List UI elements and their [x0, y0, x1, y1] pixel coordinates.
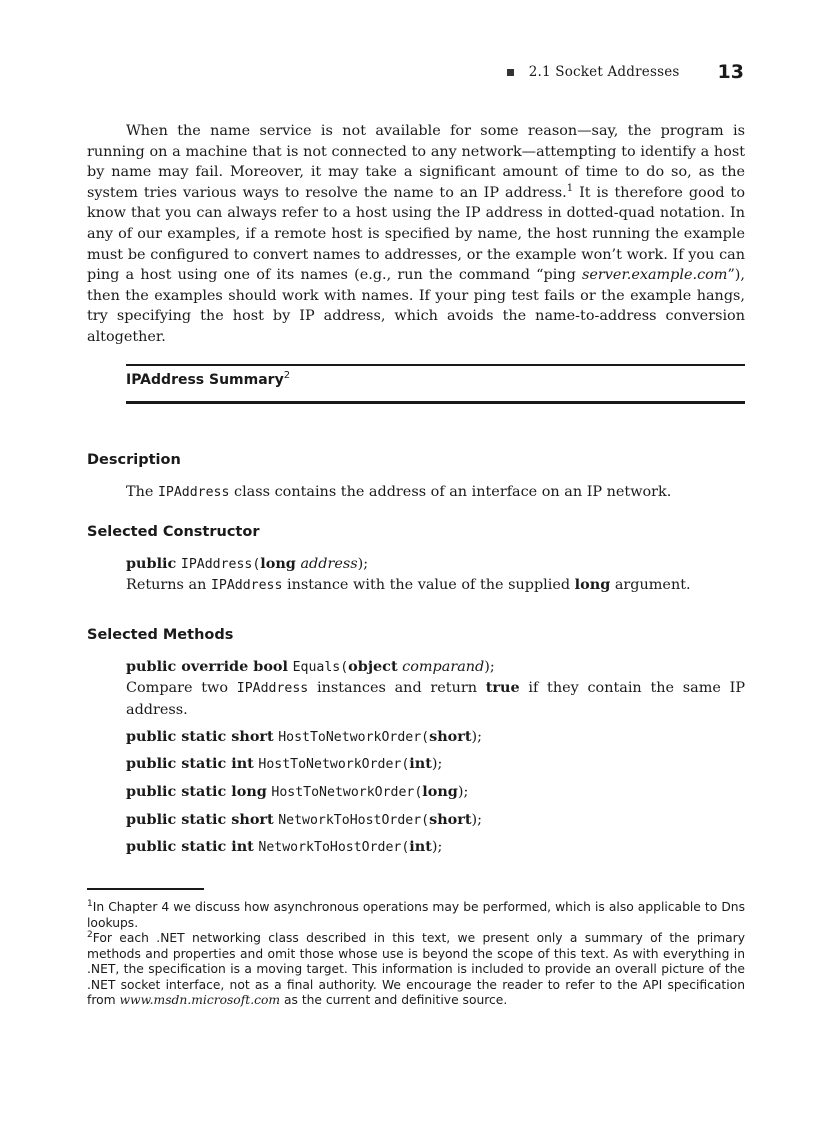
text: );	[484, 659, 495, 675]
body-paragraph	[87, 121, 745, 348]
code-class-name: IPAddress	[210, 578, 283, 593]
method-name: Equals(	[292, 660, 349, 675]
summary-bottom-rule	[126, 401, 745, 404]
text: The	[126, 484, 158, 500]
text: if they contain the same IP address.	[126, 680, 746, 718]
text: Returns an	[126, 577, 211, 593]
keyword: public static short	[126, 811, 274, 828]
keyword: public static int	[126, 755, 254, 772]
section-title: 2.1 Socket Addresses	[528, 64, 680, 80]
text: instances and return	[308, 680, 486, 696]
method-name: IPAddress(	[180, 557, 261, 572]
text: argument.	[610, 577, 691, 593]
summary-title-text: IPAddress Summary	[126, 372, 284, 388]
text: );	[431, 756, 443, 772]
text: );	[431, 839, 443, 855]
method-name: HostToNetworkOrder(	[258, 757, 410, 772]
param-type: object	[348, 658, 398, 675]
code-class-name: IPAddress	[157, 485, 230, 500]
methods-heading: Selected Methods	[87, 627, 234, 643]
param-name: comparand	[402, 659, 485, 675]
param-type: short	[429, 728, 472, 745]
footnote-number: 2	[87, 930, 93, 940]
code-class-name: IPAddress	[236, 681, 309, 696]
method-description-equals	[126, 678, 745, 720]
method-name: NetworkToHostOrder(	[278, 813, 430, 828]
method-signature	[126, 727, 745, 749]
method-signature	[126, 837, 745, 859]
footnote-ref-1[interactable]: 1	[566, 182, 574, 194]
param-name: address	[300, 556, 358, 572]
constructor-description	[126, 575, 745, 597]
footnote-text: In Chapter 4 we discuss how asynchronous operations may be performed, which is also applicable to Dns lookups.	[87, 900, 745, 930]
description-heading: Description	[87, 452, 181, 468]
constructor-signature	[126, 554, 745, 576]
keyword: public	[126, 555, 177, 572]
footnote-number: 1	[87, 899, 93, 909]
paragraph-text: It is therefore good to know that you can always refer to a host using the IP address in dotted-quad notation. In any of our examples, if a remote host is specified by name, the host running the example must be configured to convert names to addresses, or the example won’t work. If you can ping a host using one of its names (e.g., run the command “ping	[87, 184, 746, 284]
method-signature	[126, 754, 745, 776]
param-type: int	[409, 838, 432, 855]
constructor-heading: Selected Constructor	[87, 524, 260, 540]
footnote-2	[87, 931, 745, 1009]
running-header	[507, 60, 744, 84]
param-type: int	[409, 755, 432, 772]
method-name: NetworkToHostOrder(	[258, 840, 410, 855]
text: class contains the address of an interface on an IP network.	[229, 484, 672, 500]
footnote-1	[87, 900, 745, 931]
square-bullet-icon	[507, 69, 514, 76]
keyword: public static short	[126, 728, 274, 745]
footnote-ref-2[interactable]: 2	[283, 370, 291, 381]
paragraph-text: ”), then the examples should work with names. If your ping test fails or the example hangs, try specifying the host by IP address, which avoids the name-to-address conversion altogether.	[87, 267, 745, 345]
keyword: true	[485, 679, 520, 696]
text: );	[471, 729, 482, 745]
text: );	[471, 812, 482, 828]
summary-title	[126, 372, 290, 388]
page-number: 13	[717, 61, 744, 83]
footnote-text: For each .NET networking class described in this text, we present only a summary of the primary methods and properties and omit those whose use is beyond the scope of this text. As with everything in .NET, the specification is a moving target. This information is included to provide an overall picture of the .NET socket interface, not as a final authority. We encourage the reader to refer to the API specification from	[87, 931, 745, 1007]
paragraph-text: When the name service is not available for some reason—say, the program is running on a machine that is not connected to any network—attempting to identify a host by name may fail. Moreover, it may take a significant amount of time to do so, as the system tries various ways to resolve the name to an IP address.	[87, 123, 745, 201]
param-type: short	[429, 811, 472, 828]
param-type: long	[260, 555, 296, 572]
msdn-link[interactable]: www.msdn.microsoft.com	[119, 993, 281, 1007]
footnote-text: as the current and definitive source.	[280, 993, 508, 1007]
text: );	[457, 784, 469, 800]
text: );	[357, 556, 369, 572]
method-name: HostToNetworkOrder(	[278, 730, 430, 745]
footnotes	[87, 900, 745, 1009]
example-hostname: server.example.com	[582, 267, 728, 284]
keyword: public override bool	[126, 658, 288, 675]
keyword: public static int	[126, 838, 254, 855]
param-type: long	[422, 783, 458, 800]
summary-top-rule	[126, 364, 745, 366]
method-signature	[126, 810, 745, 832]
keyword: public static long	[126, 783, 267, 800]
footnote-separator	[87, 888, 204, 890]
text: Compare two	[126, 680, 237, 696]
method-name: HostToNetworkOrder(	[271, 785, 423, 800]
text: instance with the value of the supplied	[282, 577, 575, 593]
method-signature-equals	[126, 657, 745, 679]
keyword: long	[574, 576, 611, 593]
description-text	[126, 482, 745, 504]
method-signature	[126, 782, 745, 804]
